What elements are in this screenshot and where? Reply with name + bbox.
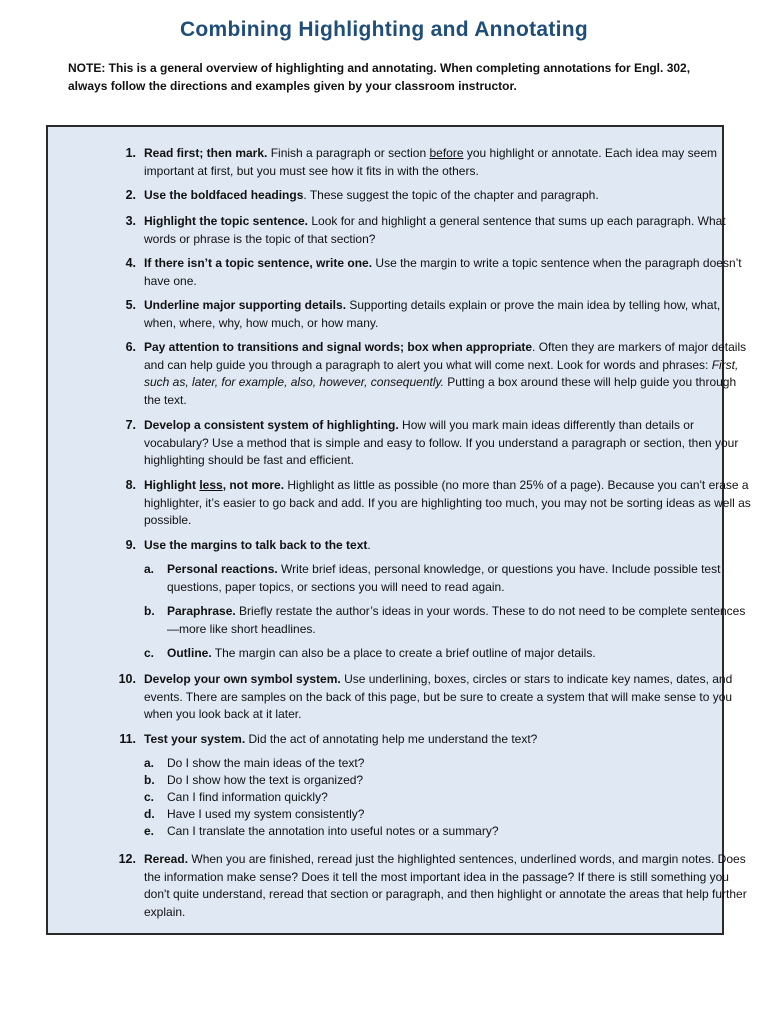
item-lead: Underline major supporting details.	[144, 298, 347, 312]
item-text	[144, 671, 754, 724]
item-body: Did the act of annotating help me understand the text?	[245, 732, 538, 746]
sub-letter: b.	[144, 773, 155, 787]
item-body: . These suggest the topic of the chapter and paragraph.	[303, 188, 599, 202]
item-text	[144, 145, 754, 180]
sub-letter: b.	[144, 604, 155, 618]
item-number: 5.	[125, 298, 136, 312]
sub-text: Have I used my system consistently?	[167, 807, 365, 821]
item-lead: Use the boldfaced headings	[144, 188, 304, 202]
item-lead: Develop your own symbol system.	[144, 672, 341, 686]
item-number: 11.	[119, 732, 136, 746]
sub-lead: Outline.	[167, 646, 212, 660]
sub-text	[167, 603, 754, 638]
item-lead: Test your system.	[144, 732, 246, 746]
item-number: 7.	[125, 418, 136, 432]
sub-lead: Paraphrase.	[167, 604, 236, 618]
item-body: When you are finished, reread just the highlighted sentences, underlined words, and margin notes. Does the information make sense? Does it tell the most important idea in the passage? If there is still something you don't quite understand, reread that section or paragraph, and then highlight or annotate the areas that help further explain.	[144, 852, 747, 919]
item-text	[144, 213, 754, 248]
item-body: Use underlining, boxes, circles or stars to indicate key names, dates, and events. There are samples on the back of this page, but be sure to create a system that will make sense to you when you look back at it later.	[144, 672, 733, 721]
item-body: Use the margin to write a topic sentence when the paragraph doesn’t have one.	[144, 256, 742, 288]
underlined-word: less	[199, 478, 223, 492]
item-text	[144, 417, 754, 470]
sub-body: Write brief ideas, personal knowledge, or questions you have. Include possible test questions, paper topics, or sections you will need to read again.	[167, 562, 721, 594]
item-lead: Highlight the topic sentence.	[144, 214, 309, 228]
item-text	[144, 187, 754, 205]
item-number: 9.	[125, 538, 136, 552]
item-lead: If there isn’t a topic sentence, write one.	[144, 256, 373, 270]
sub-body: The margin can also be a place to create a brief outline of major details.	[211, 646, 596, 660]
item-lead: Pay attention to transitions and signal words; box when appropriate	[144, 340, 533, 354]
item-lead: Use the margins to talk back to the text	[144, 538, 368, 552]
sub-text: Can I find information quickly?	[167, 790, 328, 804]
item-body: Supporting details explain or prove the main idea by telling how, what, when, where, why, how much, or how many.	[144, 298, 721, 330]
item-text	[144, 851, 754, 921]
sub-letter: c.	[144, 646, 155, 660]
sub-letter: e.	[144, 824, 155, 838]
item-number: 10.	[118, 672, 136, 686]
item-text	[144, 297, 754, 332]
item-number: 4.	[125, 256, 136, 270]
item-text	[144, 477, 754, 530]
sub-text	[167, 645, 754, 663]
item-number: 3.	[125, 214, 136, 228]
item-body: you highlight or annotate. Each idea may seem important at first, but you must see how it fits in with the others.	[144, 146, 717, 178]
item-lead: Read first; then mark.	[144, 146, 268, 160]
item-text	[144, 339, 754, 409]
item-number: 1.	[125, 146, 136, 160]
item-body: Look for and highlight a general sentence that sums up each paragraph. What words or phrase is the topic of that section?	[144, 214, 726, 246]
item-lead: , not more.	[222, 478, 285, 492]
item-body: Putting a box around these will help guide you through the text.	[144, 375, 737, 407]
underlined-word: before	[429, 146, 464, 160]
item-body: How will you mark main ideas differently than details or vocabulary? Use a method that is simple and easy to follow. If you understand a paragraph or section, then your highlighting should be fast and efficient.	[144, 418, 739, 467]
item-text	[144, 255, 754, 290]
item-lead: Reread.	[144, 852, 189, 866]
sub-letter: a.	[144, 756, 155, 770]
item-body: Highlight as little as possible (no more than 25% of a page). Because you can't erase a highlighter, it’s easier to go back and add. If you are highlighting too much, you may not be sorting ideas as well as possible.	[144, 478, 751, 527]
sub-text: Do I show how the text is organized?	[167, 773, 364, 787]
sub-text	[167, 561, 754, 596]
note-paragraph: NOTE: This is a general overview of highlighting and annotating. When completing annotations for Engl. 302, always follow the directions and examples given by your classroom instructor.	[68, 61, 691, 93]
item-body: . Often they are markers of major details and can help guide you through a paragraph to alert you what will come next. Look for words and phrases:	[144, 340, 747, 372]
item-italic: First, such as, later, for example, also, however, consequently.	[144, 357, 739, 389]
item-body: Finish a paragraph or section	[267, 146, 430, 160]
item-lead: Highlight	[144, 478, 200, 492]
sub-letter: a.	[144, 562, 155, 576]
sub-letter: c.	[144, 790, 155, 804]
item-number: 12.	[118, 852, 136, 866]
item-lead: Develop a consistent system of highlighting.	[144, 418, 399, 432]
sub-letter: d.	[144, 807, 155, 821]
item-number: 8.	[125, 478, 136, 492]
sub-text: Do I show the main ideas of the text?	[167, 756, 365, 770]
item-body: .	[367, 538, 371, 552]
page-title: Combining Highlighting and Annotating	[179, 18, 589, 41]
item-number: 6.	[125, 340, 136, 354]
item-number: 2.	[125, 188, 136, 202]
item-text	[144, 537, 754, 555]
item-text	[144, 731, 754, 749]
sub-lead: Personal reactions.	[167, 562, 278, 576]
sub-body: Briefly restate the author’s ideas in your words. These to do not need to be complete sentences—more like short headlines.	[167, 604, 746, 636]
sub-text: Can I translate the annotation into useful notes or a summary?	[167, 824, 499, 838]
tips-box	[46, 125, 751, 935]
